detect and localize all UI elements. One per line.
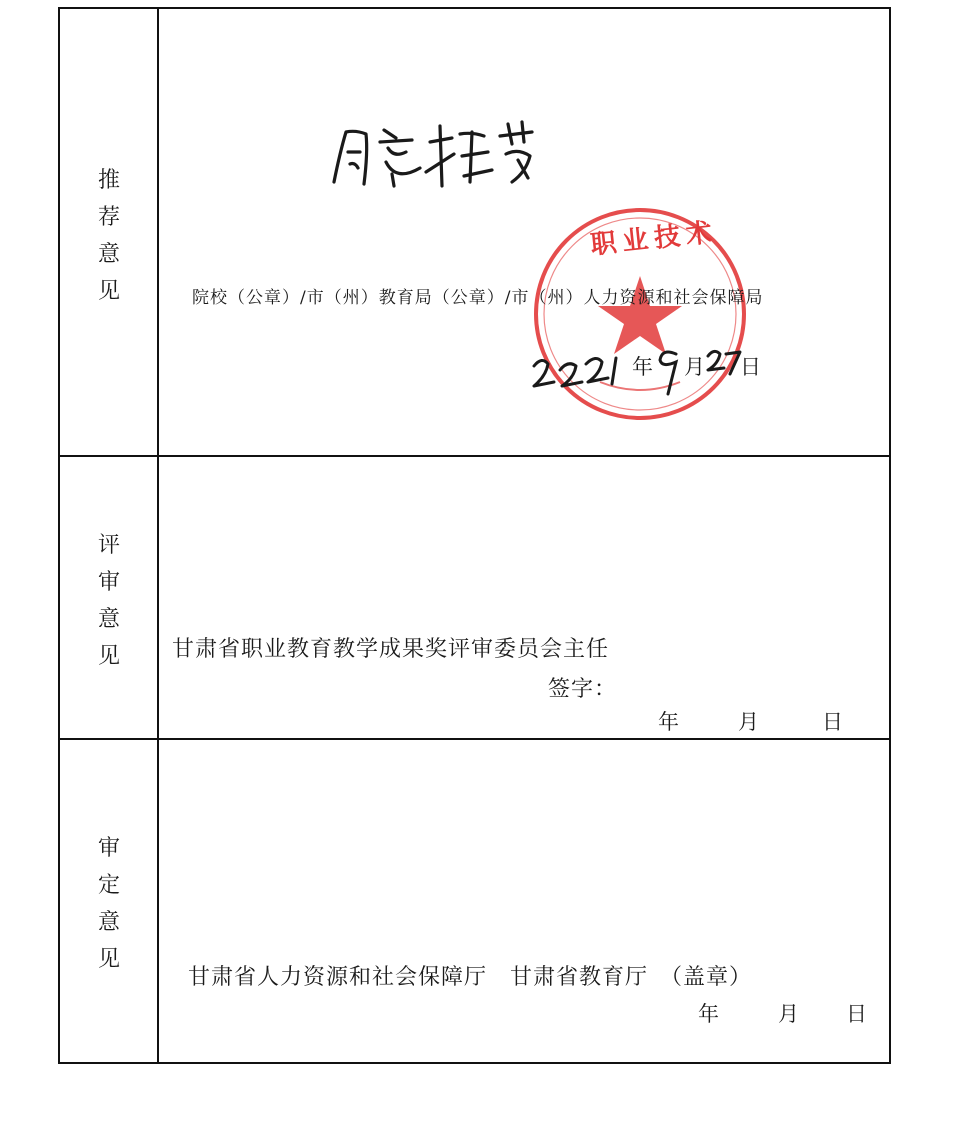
approval-day-char: 日 [846, 1002, 867, 1026]
label-char: 见 [97, 279, 120, 304]
section-divider-2 [59, 738, 891, 740]
handwritten-year [528, 352, 630, 394]
approving-authorities: 甘肃省人力资源和社会保障厅 甘肃省教育厅 （盖章） [188, 965, 753, 990]
label-char: 荐 [97, 205, 120, 230]
label-char: 意 [97, 607, 120, 632]
label-char: 评 [97, 533, 120, 558]
recommending-authority: 院校（公章）/市（州）教育局（公章）/市（州）人力资源和社会保障局 [192, 288, 764, 308]
signature-label: 签字： [548, 677, 618, 702]
recommendation-year-char: 年 [632, 355, 653, 379]
review-committee: 甘肃省职业教育教学成果奖评审委员会主任 [172, 637, 610, 662]
table-border-bottom [59, 1062, 891, 1064]
section-divider-1 [59, 455, 891, 457]
handwritten-opinion [322, 112, 547, 202]
recommendation-day-char: 日 [740, 355, 761, 379]
label-char: 意 [97, 910, 120, 935]
review-year-char: 年 [658, 710, 679, 734]
handwritten-month [654, 346, 684, 398]
review-month-char: 月 [738, 710, 759, 734]
label-char: 见 [97, 947, 120, 972]
table-border-right [889, 7, 891, 1064]
approval-year-char: 年 [698, 1002, 719, 1026]
table-border-top [59, 7, 891, 9]
review-day-char: 日 [822, 710, 843, 734]
label-char: 定 [97, 873, 120, 898]
label-char: 意 [97, 242, 120, 267]
label-char: 推 [97, 168, 120, 193]
recommendation-label [60, 162, 158, 310]
review-label [60, 527, 158, 675]
label-char: 审 [97, 570, 120, 595]
handwritten-day [704, 346, 744, 378]
seal-text: 职业技术 [589, 217, 720, 261]
approval-label [60, 830, 158, 978]
approval-month-char: 月 [778, 1002, 799, 1026]
recommendation-month-char: 月 [684, 355, 705, 379]
label-char: 审 [97, 836, 120, 861]
label-char: 见 [97, 644, 120, 669]
